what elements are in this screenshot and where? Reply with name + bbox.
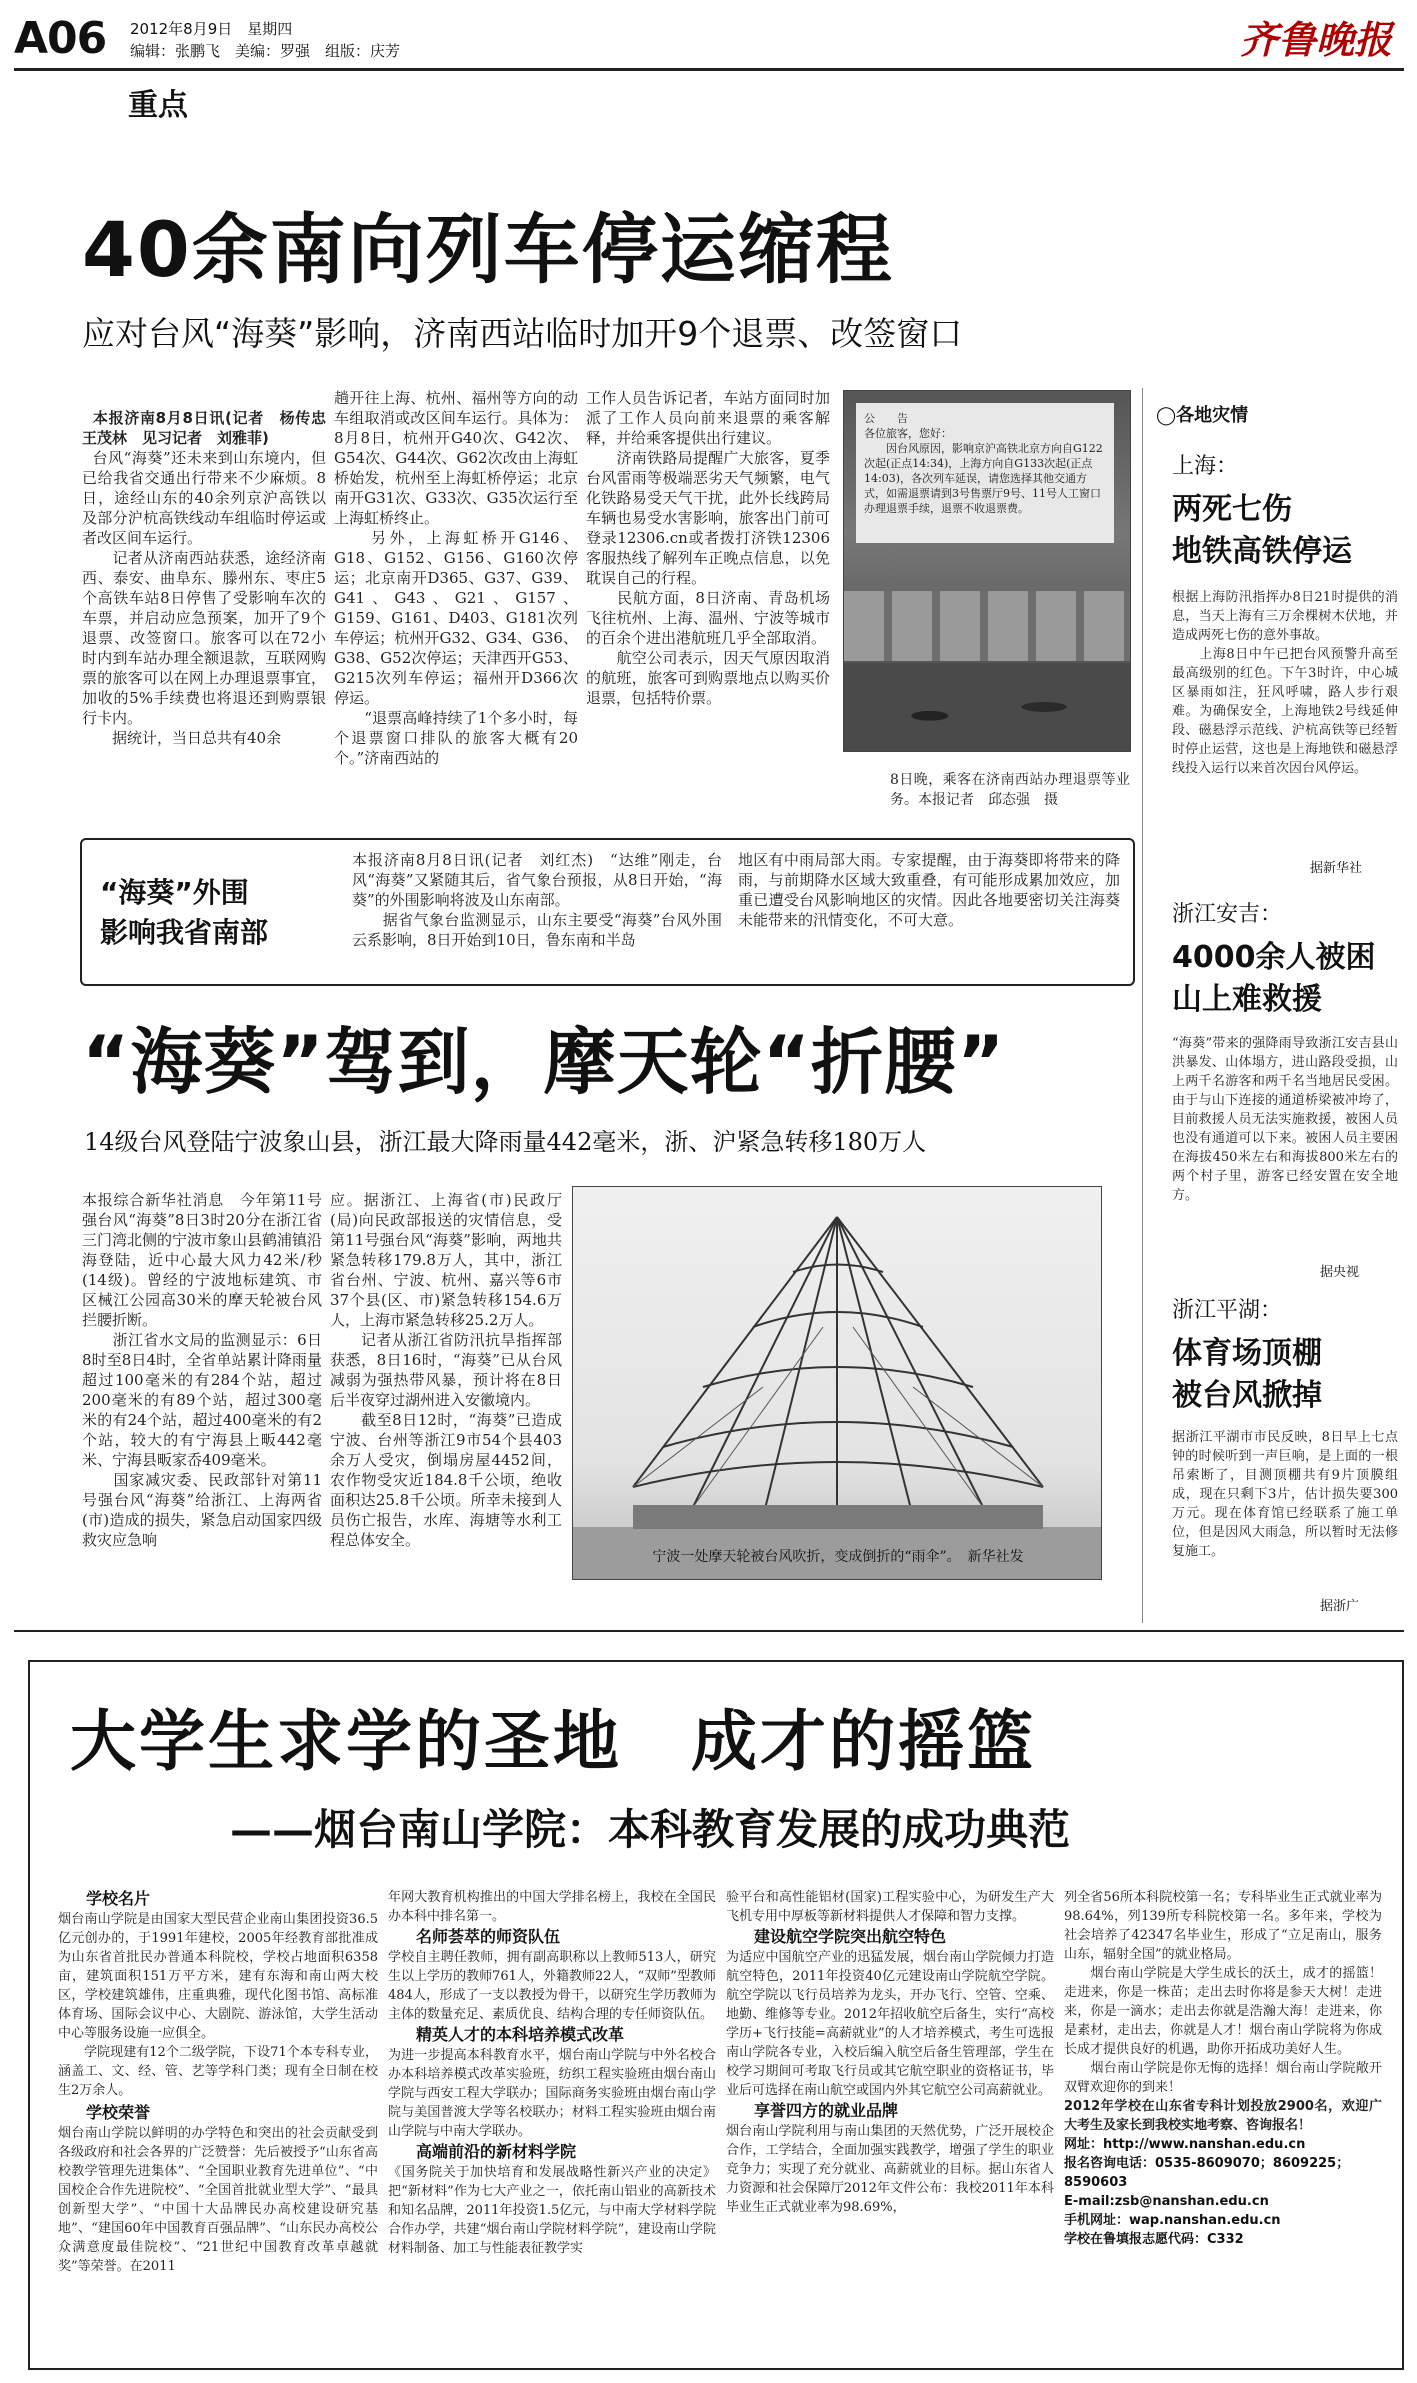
- ad-col2-text-1: 年网大教育机构推出的中国大学排名榜上，我校在全国民办本科中排名第一。: [388, 1890, 716, 1924]
- broken-ferris-wheel-illustration: [573, 1187, 1101, 1579]
- ad-col2-heading-3: 高端前沿的新材料学院: [416, 2142, 577, 2161]
- news-bottom-rule: [14, 1630, 1404, 1632]
- ad-contact-phone: 报名咨询电话：0535-8609070；8609225；8590603: [1064, 2156, 1350, 2190]
- sidebar-item-2-headline-2: 被台风掀掉: [1172, 1378, 1322, 1413]
- ad-col1-text-1: 烟台南山学院是由国家大型民营企业南山集团投资36.5亿元创办的，于1991年建校，2005年经教育部批准成为山东省首批民办普通本科院校，学校占地面积6358亩，建筑面积151万平方米，建有东海和南山两大校区，学校建筑雄伟，庄重典雅，现代化图书馆、高标准体育场、国际会议中心、大剧院、游泳馆，大学生活动中心等服务设施一应俱全。 学院现建有12个二级学院，下设71个本专科专业，涵盖工、文、经、管、艺等学科门类；现有全日制在校生2万余人。: [58, 1912, 378, 2098]
- ad-col4: [1064, 1888, 1382, 2362]
- sidebar-item-1-body: “海葵”带来的强降雨导致浙江安吉县山洪暴发、山体塌方，进山路段受损，山上两千名游客和两千名当地居民受困。由于与山下连接的通道桥梁被冲垮了，目前救援人员无法实施救援，被困人员也没有通道可以下来。被困人员主要困在海拔450米左右和海拔800米左右的两个村子里，游客已经安置在安全地方。: [1172, 1036, 1398, 1203]
- sidebar-item-1-headline-1: 4000余人被困: [1172, 940, 1376, 975]
- university-ad-frame: [28, 1660, 1404, 2370]
- article1-photo-caption: 8日晚，乘客在济南西站办理退票等业务。本报记者 邱态强 摄: [890, 772, 1130, 808]
- ad-col2: [388, 1888, 716, 2358]
- ad-col2-heading-2: 精英人才的本科培养模式改革: [416, 2025, 625, 2044]
- article2-ferris-photo: [572, 1186, 1102, 1580]
- ad-col3-text-3: 烟台南山学院利用与南山集团的天然优势，广泛开展校企合作，工学结合，全面加强实践教学，增强了学生的职业竞争力；实现了充分就业、高薪就业的目标。据山东省人力资源和社会保障厅2012年文件公布：我校2011年本科毕业生正式就业率为98.69%，: [726, 2124, 1054, 2215]
- regional-impact-box: [80, 838, 1135, 986]
- ad-col3-text-2: 为适应中国航空产业的迅猛发展，烟台南山学院倾力打造航空特色，2011年投资40亿元建设南山学院航空学院。航空学院以飞行员培养为龙头，开办飞行、空管、空乘、地勤、维修等专业。2012年招收航空后备生，实行“高校学历+飞行技能=高薪就业”的人才培养模式，考生可选报南山学院各专业，入校后编入航空后备生管理部，学生在校学习期间可考取飞行员或其它航空职业的资格证书，毕业后可选择在南山航空或国内外其它航空公司高薪就业。: [726, 1950, 1054, 2098]
- ticket-windows: [844, 591, 1130, 661]
- ad-title: 大学生求学的圣地 成才的摇篮: [70, 1703, 1036, 1780]
- ad-col1-text-2: 烟台南山学院以鲜明的办学特色和突出的社会贡献受到各级政府和社会各界的广泛赞誉：先后被授予“山东省高校教学管理先进集体”、“全国职业教育先进单位”、“中国校企合作先进院校”、“全国首批就业型大学”、“最具创新型大学”、“中国十大品牌民办高校建设研究基地”、“建国60年中国教育百强品牌”、“山东民办高校公众满意度最佳院校”、“21世纪中国教育改革卓越就奖”等荣誉。在2011: [58, 2126, 378, 2274]
- article2-subtitle: 14级台风登陆宁波象山县，浙江最大降雨量442毫米，浙、沪紧急转移180万人: [84, 1128, 927, 1156]
- article2-body-col2: 应。据浙江、上海省(市)民政厅(局)向民政部报送的灾情信息，受第11号强台风“海葵”影响，两地共紧急转移179.8万人，其中，浙江省台州、宁波、杭州、嘉兴等6市37个县(区、市)紧急转移154.6万人，上海市紧急转移25.2万人。 记者从浙江省防汛抗旱指挥部获悉，8日16时，“海葵”已从台风减弱为强热带风暴，预计将在8日后半夜穿过湖州进入安徽境内。 截至8日12时，“海葵”已造成宁波、台州等浙江9市54个县403余万人受灾，倒塌房屋4452间，农作物受灾近184.8千公顷，绝收面积达25.8千公顷。所幸未接到人员伤亡报告，水库、海塘等水利工程总体安全。: [330, 1191, 562, 1549]
- article2-body-col1: 本报综合新华社消息 今年第11号强台风“海葵”8日3时20分在浙江省三门湾北侧的宁波市象山县鹤浦镇沿海登陆，近中心最大风力42米/秒(14级)。曾经的宁波地标建筑、市区械江公园高30米的摩天轮被台风拦腰折断。 浙江省水文局的监测显示：6日8时至8日4时，全省单站累计降雨量超过100毫米的有284个站，超过200毫米的有89个站，超过300毫米的有24个站，超过400毫米的有2个站，较大的有宁海县上畈442毫米、宁海县畈家岙409毫米。 国家减灾委、民政部针对第11号强台风“海葵”给浙江、上海两省(市)造成的损失，紧急启动国家四级救灾应急响: [82, 1191, 322, 1549]
- box-col2: 地区有中雨局部大雨。专家提醒，由于海葵即将带来的降雨，与前期降水区域大致重叠，有可能形成累加效应，加重已遭受台风影响地区的灾情。因此各地要密切关注海葵未能带来的汛情变化，不可大意。: [738, 851, 1120, 929]
- crowd-silhouettes: [844, 663, 1130, 751]
- page-number: A06: [14, 13, 107, 64]
- box-col1: 本报济南8月8日讯(记者 刘红杰) “达维”刚走，台风“海葵”又紧随其后，省气象台预报，从8日开始，“海葵”的外围影响将波及山东南部。 据省气象台监测显示，山东主要受“海葵”台风外围云系影响，8日开始到10日，鲁东南和半岛: [352, 851, 722, 949]
- article1-col1-text: 台风“海葵”还未来到山东境内，但已给我省交通出行带来不少麻烦。8日，途经山东的40余列京沪高铁以及部分沪杭高铁线动车组临时停运或者改区间车运行。 记者从济南西站获悉，途经济南西、泰安、曲阜东、滕州东、枣庄5个高铁车站8日停售了受影响车次的车票，并启动应急预案，加开了9个退票、改签窗口。旅客可以在72小时内到车站办理全额退款，互联网购票的旅客可以在网上办理退票事宜，加收的5%手续费也将退还到购票银行卡内。 据统计，当日总共有40余: [82, 449, 326, 747]
- article1-byline: 本报济南8月8日讯(记者 杨传忠 王茂林 见习记者 刘雅菲): [82, 409, 326, 447]
- sidebar-divider: [1142, 388, 1143, 1623]
- article1-body-col1: [82, 388, 326, 816]
- ad-col4-text: 列全省56所本科院校第一名；专科毕业生正式就业率为98.64%，列139所专科院校第一名。多年来，学校为社会培养了42347名毕业生，形成了“立足南山，服务山东，辐射全国”的就业格局。 烟台南山学院是大学生成长的沃土，成才的摇篮！走进来，你是一株苗；走出去时你将是参天大树！走进来，你是一滴水；走出去你就是浩瀚大海！走进来，你是素材，走出去，你就是人才！烟台南山学院将为你成长成才提供良好的机遇，助你开拓成功美好人生。 烟台南山学院是你无悔的选择！烟台南山学院敞开双臂欢迎你的到来！: [1064, 1890, 1382, 2095]
- sidebar-item-2-credit: 据浙广: [1320, 1599, 1360, 1614]
- ad-contact-website[interactable]: 网址：http://www.nanshan.edu.cn: [1064, 2137, 1306, 2152]
- article1-body-col2: 趟开往上海、杭州、福州等方向的动车组取消或改区间车运行。具体为：8月8日，杭州开G40次、G42次、G54次、G44次、G62次改由上海虹桥始发，杭州至上海虹桥停运；北京南开G31次、G33次、G35次运行至上海虹桥终止。 另外，上海虹桥开G146、G18、G152、G156、G160次停运；北京南开D365、G37、G39、G41、G43、G21、G157、G159、G161、D403、G181次列车停运；杭州开G32、G34、G36、G38、G52次停运；天津西开G53、G215次列车停运；福州开D366次停运。 “退票高峰持续了1个多小时，每个退票窗口排队的旅客大概有20个。”济南西站的: [334, 389, 578, 767]
- issue-date: 2012年8月9日 星期四: [130, 20, 293, 38]
- sidebar-item-0-place: 上海：: [1172, 454, 1239, 479]
- sidebar-item-2-headline-1: 体育场顶棚: [1172, 1336, 1322, 1371]
- ad-col2-text-2: 学校自主聘任教师，拥有副高职称以上教师513人，研究生以上学历的教师761人，外籍教师22人，“双师”型教师484人，形成了一支以教授为骨干，以研究生学历教师为主体的数量充足、素质优良、结构合理的专任师资队伍。: [388, 1950, 716, 2022]
- ad-col1-heading-1: 学校名片: [86, 1889, 151, 1908]
- ad-col1-heading-2: 学校荣誉: [86, 2103, 151, 2122]
- sidebar-item-2-place: 浙江平湖：: [1172, 1298, 1283, 1323]
- article2-photo-caption: 宁波一处摩天轮被台风吹折，变成倒折的“雨伞”。 新华社发: [652, 1549, 1024, 1565]
- article1-subtitle: 应对台风“海葵”影响，济南西站临时加开9个退票、改签窗口: [82, 314, 963, 353]
- notice-board: 公 告 各位旅客，您好： 因台风原因，影响京沪高铁北京方向自G122次起(正点14:34)，上海方向自G133次起(正点14:03)，各次列车延误，请您选择其他交通方式，如需退票请到3号售票厅9号、11号人工窗口办理退票手续，退票不收退票费。: [856, 403, 1114, 543]
- newspaper-logo: 齐鲁晚报: [1240, 17, 1393, 62]
- editors-line: 编辑：张鹏飞 美编：罗强 组版：庆芳: [130, 42, 401, 60]
- ad-col3-heading-1: 建设航空学院突出航空特色: [754, 1927, 947, 1946]
- box-title-line2: 影响我省南部: [100, 916, 269, 949]
- ad-col3-heading-2: 享誉四方的就业品牌: [754, 2101, 899, 2120]
- sidebar-item-0-headline-1: 两死七伤: [1172, 492, 1292, 527]
- article2-title: “海葵”驾到，摩天轮“折腰”: [82, 1020, 1006, 1104]
- ad-col4-bold: 2012年学校在山东省专科计划投放2900名，欢迎广大考生及家长到我校实地考察、咨询报名！: [1064, 2099, 1382, 2133]
- masthead-rule: [14, 68, 1404, 71]
- sidebar-header: ◯各地灾情: [1156, 405, 1249, 426]
- sidebar-item-0-credit: 据新华社: [1310, 861, 1363, 876]
- article1-photo: [843, 390, 1131, 752]
- sidebar-item-0-body: 根据上海防汛指挥办8日21时提供的消息，当天上海有三万余棵树木伏地，并造成两死七伤的意外事故。 上海8日中午已把台风预警升高至最高级别的红色。下午3时许，中心城区暴雨如注，狂风呼啸，路人步行艰难。为确保安全，上海地铁2号线延伸段、磁悬浮示范线、沪杭高铁等已经暂时停止运营，这也是上海地铁和磁悬浮线投入运行以来首次因台风停运。: [1172, 590, 1398, 776]
- section-label: 重点: [128, 88, 188, 123]
- ad-col3-text-1: 验平台和高性能铝材(国家)工程实验中心，为研发生产大飞机专用中厚板等新材料提供人才保障和智力支撑。: [726, 1890, 1054, 1924]
- ad-subtitle: ——烟台南山学院：本科教育发展的成功典范: [230, 1805, 1071, 1854]
- sidebar-item-0-headline-2: 地铁高铁停运: [1172, 534, 1352, 569]
- ad-col1: [58, 1888, 378, 2358]
- sidebar-item-1-headline-2: 山上难救援: [1172, 982, 1322, 1017]
- ad-contact-email[interactable]: E-mail:zsb@nanshan.edu.cn: [1064, 2194, 1269, 2209]
- sidebar-item-1-credit: 据央视: [1320, 1265, 1360, 1280]
- article1-body-col3: 工作人员告诉记者，车站方面同时加派了工作人员向前来退票的乘客解释，并给乘客提供出行建议。 济南铁路局提醒广大旅客，夏季台风雷雨等极端恶劣天气频繁，电气化铁路易受天气干扰，此外长线跨局车辆也易受水害影响，旅客出门前可登录12306.cn或者拨打济铁12306客服热线了解列车正晚点信息，以免耽误自己的行程。 民航方面，8日济南、青岛机场飞往杭州、上海、温州、宁波等城市的百余个进出港航班几乎全部取消。 航空公司表示，因天气原因取消的航班，旅客可到购票地点以购买价退票，包括特价票。: [586, 389, 830, 707]
- article1-title: 40余南向列车停运缩程: [82, 205, 894, 294]
- ad-contact-mobile-site[interactable]: 手机网址：wap.nanshan.edu.cn: [1064, 2213, 1281, 2228]
- box-title-line1: “海葵”外围: [100, 876, 249, 909]
- ad-col2-heading-1: 名师荟萃的师资队伍: [416, 1927, 561, 1946]
- sidebar-item-1-place: 浙江安吉：: [1172, 902, 1283, 927]
- sidebar-item-2-body: 据浙江平湖市市民反映，8日早上七点钟的时候听到一声巨响，是上面的一根吊索断了，目测顶棚共有9片顶膜组成，现在只剩下3片，估计损失要300万元。现在体育馆已经联系了施工单位，但是因风大雨急，所以暂时无法修复施工。: [1172, 1430, 1398, 1559]
- ad-col2-text-4: 《国务院关于加快培育和发展战略性新兴产业的决定》把“新材料”作为七大产业之一，依托南山铝业的高新技术和知名品牌，2011年投资1.5亿元，与中南大学材料学院合作办学，共建“烟台南山学院材料学院”，建设南山学院材料制备、加工与性能表征教学实: [388, 2165, 716, 2256]
- ad-contact-code: 学校在鲁填报志愿代码：C332: [1064, 2232, 1244, 2247]
- ad-col2-text-3: 为进一步提高本科教育水平，烟台南山学院与中外名校合办本科培养模式改革实验班，纺织工程实验班由烟台南山学院与西安工程大学联办；国际商务实验班由烟台南山学院与美国普渡大学等名校联办；材料工程实验班由烟台南山学院与中南大学联办。: [388, 2048, 716, 2139]
- ad-col3: [726, 1888, 1054, 2358]
